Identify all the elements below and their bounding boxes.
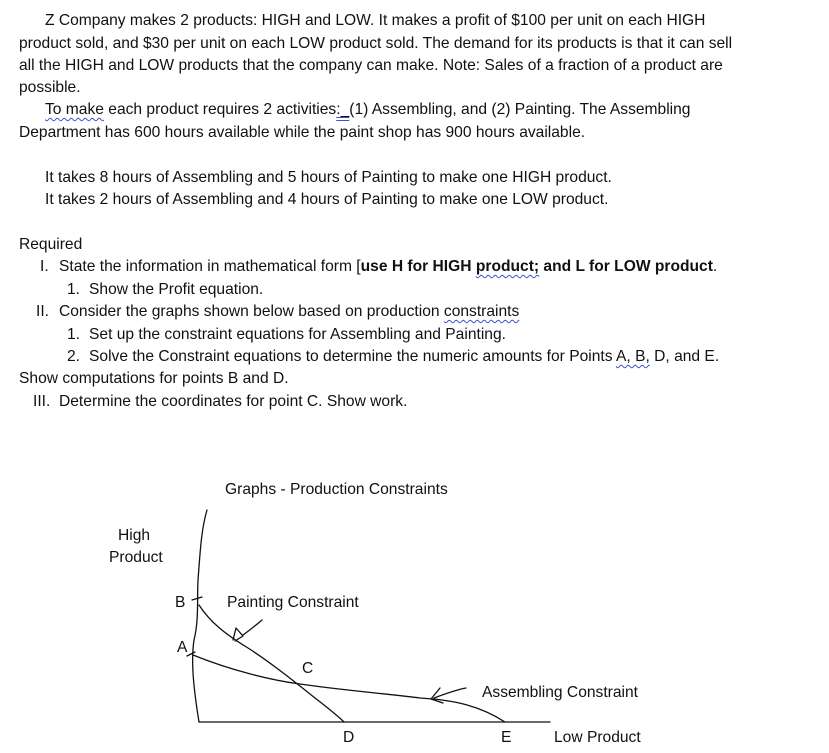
item-i-end: .: [712, 258, 718, 275]
point-d-label: D: [343, 729, 355, 746]
y-axis-label-line1: High: [118, 527, 151, 544]
x-axis-label: Low Product: [554, 729, 641, 746]
point-b-label: B: [175, 594, 186, 611]
point-a-label: A: [177, 639, 188, 656]
required-heading: Required: [19, 236, 83, 253]
painting-arrow: [233, 620, 262, 641]
item-ii-plain: Consider the graphs shown below based on production: [59, 303, 444, 320]
item-ii1-text: Set up the constraint equations for Assembling and Painting.: [89, 326, 506, 343]
item-iii-text: Determine the coordinates for point C. Show work.: [59, 393, 408, 410]
painting-constraint-line: [199, 605, 344, 722]
item-ii2-end: D, and E.: [649, 348, 720, 365]
paragraph2-line2: Department has 600 hours available while the paint shop has 900 hours available.: [19, 124, 586, 141]
paragraph1-line3: all the HIGH and LOW products that the company can make. Note: Sales of a fraction of a product are: [19, 57, 723, 74]
assembling-constraint-label: Assembling Constraint: [482, 684, 639, 701]
graph-title: Graphs - Production Constraints: [225, 481, 448, 498]
paragraph2-colon: :_: [336, 101, 350, 118]
item-i-bold3: and L for LOW product: [539, 258, 713, 275]
y-axis: [193, 510, 207, 722]
item-ii2-plain: Solve the Constraint equations to determine the numeric amounts for Points: [89, 348, 617, 365]
item-ii2-number: 2.: [67, 348, 81, 365]
item-ii2-continuation: Show computations for points B and D.: [19, 370, 289, 387]
item-i1-number: 1.: [67, 281, 81, 298]
item-i1-text: Show the Profit equation.: [89, 281, 264, 298]
to-make-phrase: To make: [45, 101, 104, 118]
y-axis-label-line2: Product: [109, 549, 163, 566]
point-c-label: C: [302, 660, 314, 677]
item-i-plain: State the information in mathematical form [: [59, 258, 361, 275]
item-i-bold1: use H for HIGH: [360, 258, 476, 275]
item-i-bold2: product;: [475, 258, 540, 275]
point-e-label: E: [501, 729, 512, 746]
item-ii-number: II.: [36, 303, 49, 320]
item-i-number: I.: [40, 258, 49, 275]
paragraph2-rest: (1) Assembling, and (2) Painting. The Assembling: [349, 101, 691, 118]
hours-low: It takes 2 hours of Assembling and 4 hours of Painting to make one LOW product.: [45, 191, 609, 208]
paragraph1-line2: product sold, and $30 per unit on each LOW product sold. The demand for its products is that it can sell: [19, 35, 733, 52]
paragraph2-mid: each product requires 2 activities: [103, 101, 337, 118]
constraints-word: constraints: [443, 303, 520, 320]
painting-constraint-label: Painting Constraint: [227, 594, 359, 611]
points-ab: A, B,: [616, 348, 650, 365]
item-iii-number: III.: [33, 393, 51, 410]
assembling-constraint-line: [193, 655, 505, 722]
paragraph1-line1: Z Company makes 2 products: HIGH and LOW. It makes a profit of $100 per unit on each HIGH: [45, 12, 706, 29]
hours-high: It takes 8 hours of Assembling and 5 hours of Painting to make one HIGH product.: [45, 169, 612, 186]
item-ii1-number: 1.: [67, 326, 81, 343]
paragraph1-line4: possible.: [19, 79, 81, 96]
